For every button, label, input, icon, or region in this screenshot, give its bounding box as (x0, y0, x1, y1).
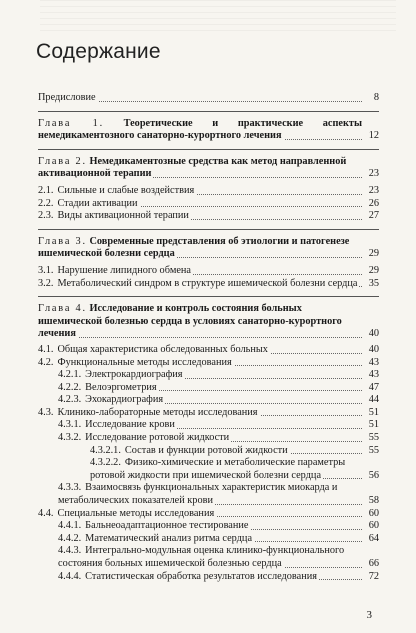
toc-entry-4-4[interactable] (38, 508, 379, 521)
section-number: 3.1. (38, 264, 54, 276)
chapter-number: Глава 3. (38, 235, 87, 247)
toc-entry-label: Стадии активации (57, 197, 138, 209)
separator-line (38, 229, 379, 230)
toc-page-number: 55 (362, 445, 379, 458)
toc-page-number: 40 (362, 344, 379, 357)
toc-entry-4-3-1[interactable] (38, 419, 379, 432)
toc-entry-4-3-2-2[interactable] (38, 457, 379, 482)
section-number: 4.3.3. (58, 482, 82, 494)
toc-page-number: 55 (362, 432, 379, 445)
table-of-contents (38, 92, 379, 583)
toc-entry-label: Бальнеоадаптационное тестирование (85, 520, 249, 532)
toc-page-number: 23 (362, 168, 379, 181)
toc-entry-4-4-4[interactable] (38, 571, 379, 584)
section-number: 4.2.1. (58, 369, 82, 381)
toc-entry-chapter-4[interactable] (38, 303, 379, 341)
section-number: 4.4.3. (58, 545, 82, 557)
section-number: 4.3. (38, 406, 54, 418)
toc-entry-4-3-3[interactable] (38, 482, 379, 507)
toc-page-number: 51 (362, 419, 379, 432)
toc-page-number: 43 (362, 369, 379, 382)
toc-entry-label: Взаимосвязь функциональных характеристик миокарда и метаболических показателей крови (58, 482, 338, 507)
page-title: Содержание (36, 40, 161, 63)
toc-page-number: 27 (362, 210, 379, 223)
toc-entry-label: Сильные и слабые воздействия (57, 184, 195, 196)
toc-entry-label: Физико-химические и метаболические параметры ротовой жидкости при ишемической болезни сердца (90, 457, 346, 481)
toc-entry-label: Эхокардиография (85, 394, 164, 406)
toc-page-number: 44 (362, 394, 379, 407)
toc-page-number: 56 (362, 470, 379, 483)
toc-entry-2-2[interactable] (38, 198, 379, 211)
toc-page-number: 8 (362, 92, 379, 105)
toc-entry-label: Общая характеристика обследованных больных (57, 343, 268, 355)
toc-page-number: 47 (362, 382, 379, 395)
toc-entry-label: Математический анализ ритма сердца (85, 532, 253, 544)
section-number: 4.4. (38, 507, 54, 519)
toc-entry-label: Метаболический синдром в структуре ишемической болезни сердца (57, 277, 358, 289)
toc-page-number: 64 (362, 533, 379, 546)
toc-entry-label: Исследование крови (85, 419, 175, 431)
section-number: 4.1. (38, 343, 54, 355)
page-number-footer: 3 (366, 609, 372, 621)
toc-entry-4-2[interactable] (38, 357, 379, 370)
toc-page-number: 66 (362, 558, 379, 571)
toc-page-number: 29 (362, 265, 379, 278)
section-number: 4.3.1. (58, 419, 82, 431)
toc-entry-4-3[interactable] (38, 407, 379, 420)
chapter-title: Теоретические и практические аспекты немедикаментозного санаторно-курортного лечения (38, 117, 362, 142)
toc-page-number: 60 (362, 520, 379, 533)
toc-entry-chapter-1[interactable] (38, 118, 379, 143)
toc-entry-label: Состав и функции ротовой жидкости (124, 444, 288, 456)
toc-entry-chapter-3[interactable] (38, 236, 379, 261)
toc-entry-label: Статистическая обработка результатов исследования (85, 570, 317, 582)
section-number: 4.2.3. (58, 394, 82, 406)
toc-entry-chapter-2[interactable] (38, 156, 379, 181)
chapter-number: Глава 1. (38, 117, 104, 129)
toc-entry-4-1[interactable] (38, 344, 379, 357)
chapter-title: Исследование и контроль состояния больных ишемической болезнью сердца в условиях санаторно-курортного лечения (38, 303, 342, 340)
section-number: 4.3.2. (58, 432, 82, 444)
toc-entry-label: Электрокардиография (85, 369, 183, 381)
toc-entry-label: Предисловие (38, 92, 96, 103)
chapter-title: Немедикаментозные средства как метод направленной активационной терапии (38, 155, 347, 180)
toc-entry-4-4-1[interactable] (38, 520, 379, 533)
section-number: 2.2. (38, 197, 54, 209)
section-number: 4.3.2.2. (90, 457, 121, 469)
toc-entry-4-2-2[interactable] (38, 382, 379, 395)
toc-entry-label: Интегрально-модульная оценка клинико-функционального состояния больных ишемической болезнью сердца (58, 545, 345, 569)
toc-page-number: 12 (362, 130, 379, 143)
toc-page-number: 35 (362, 278, 379, 291)
toc-entry-label: Велоэргометрия (85, 381, 157, 393)
toc-entry-4-4-2[interactable] (38, 533, 379, 546)
bleed-through-text (40, 0, 396, 36)
toc-entry-label: Функциональные методы исследования (57, 356, 232, 368)
chapter-number: Глава 4. (38, 303, 87, 315)
toc-entry-label: Нарушение липидного обмена (57, 264, 191, 276)
toc-page-number: 26 (362, 198, 379, 211)
toc-entry-4-3-2[interactable] (38, 432, 379, 445)
toc-entry-label: Исследование ротовой жидкости (85, 432, 230, 444)
toc-entry-4-2-3[interactable] (38, 394, 379, 407)
toc-page-number: 23 (362, 185, 379, 198)
section-number: 4.3.2.1. (90, 444, 121, 456)
chapter-number: Глава 2. (38, 155, 87, 167)
toc-page-number: 58 (362, 495, 379, 508)
section-number: 4.4.1. (58, 520, 82, 532)
section-number: 4.2.2. (58, 381, 82, 393)
toc-entry-2-1[interactable] (38, 185, 379, 198)
toc-entry-3-2[interactable] (38, 278, 379, 291)
toc-entry-4-3-2-1[interactable] (38, 445, 379, 458)
toc-page-number: 72 (362, 571, 379, 584)
toc-page-number: 40 (362, 328, 379, 341)
toc-entry-label: Виды активационной терапии (57, 210, 189, 222)
toc-page-number: 60 (362, 508, 379, 521)
toc-entry-label: Специальные методы исследования (57, 507, 215, 519)
toc-page-number: 29 (362, 248, 379, 261)
toc-entry-preface[interactable] (38, 92, 379, 105)
section-number: 3.2. (38, 277, 54, 289)
separator-line (38, 296, 379, 297)
toc-entry-2-3[interactable] (38, 210, 379, 223)
section-number: 4.4.4. (58, 570, 82, 582)
toc-page-number: 43 (362, 357, 379, 370)
section-number: 2.1. (38, 184, 54, 196)
toc-entry-4-2-1[interactable] (38, 369, 379, 382)
section-number: 4.2. (38, 356, 54, 368)
chapter-title: Современные представления об этиологии и патогенезе ишемической болезни сердца (38, 235, 350, 260)
separator-line (38, 111, 379, 112)
toc-page-number: 51 (362, 407, 379, 420)
section-number: 4.4.2. (58, 532, 82, 544)
toc-entry-3-1[interactable] (38, 265, 379, 278)
section-number: 2.3. (38, 210, 54, 222)
toc-entry-4-4-3[interactable] (38, 545, 379, 570)
toc-entry-label: Клинико-лабораторные методы исследования (57, 406, 258, 418)
separator-line (38, 149, 379, 150)
